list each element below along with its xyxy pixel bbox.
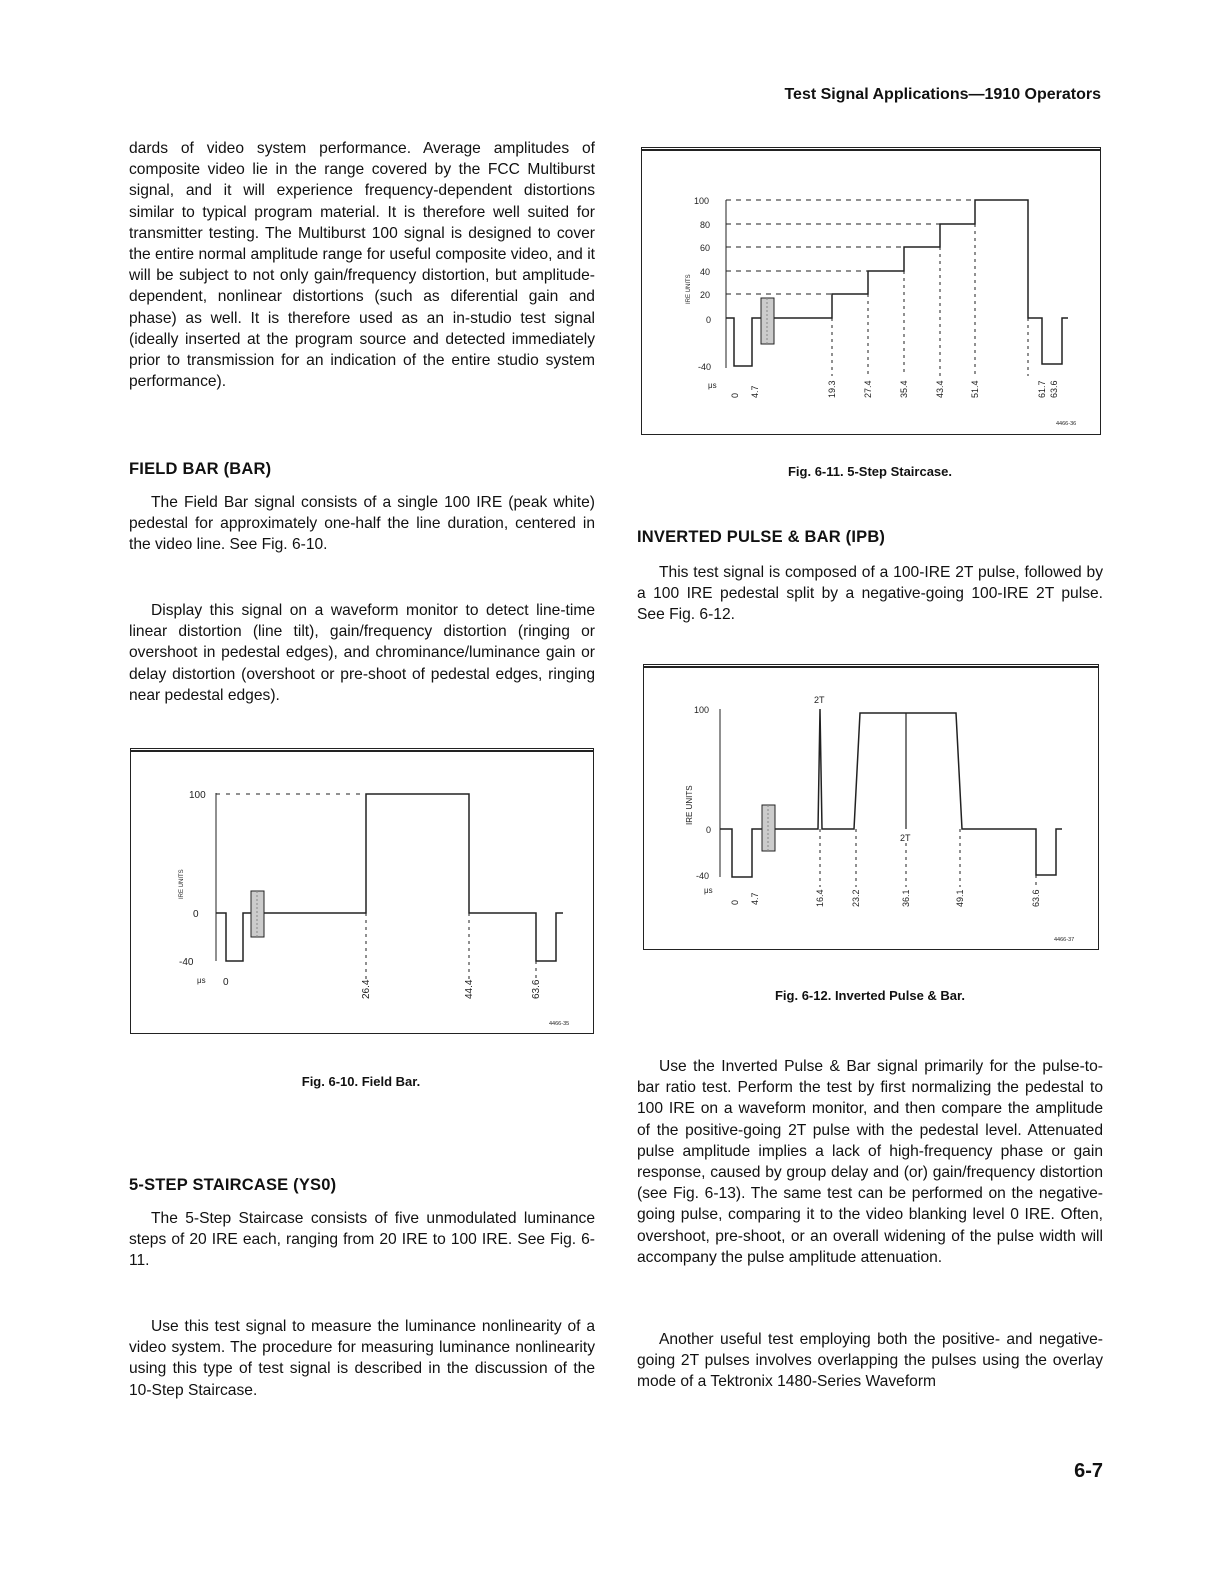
fig12-label-2t-top: 2T (814, 695, 825, 705)
paragraph-multiburst: dards of video system performance. Average amplitudes of composite video lie in the range covered by the FCC Multiburst signal, and it will experience frequency-dependent distortions similar to typical program material. It is therefore well suited for transmitter testing. The Multiburst 100 signal is designed to cover the entire normal amplitude range for useful composite video, and it will be subject to not only gain/frequency distortion, but amplitude-dependent, nonlinear distortions (such as diferential gain and phase) as well. It is therefore used as an in-studio test signal (ideally inserted at the program source and detected immediately prior to transmission for an indication of the entire studio system performance). (129, 140, 595, 391)
fig11-xtick-35.4: 35.4 (899, 380, 909, 398)
paragraph-staircase-1: The 5-Step Staircase consists of five unmodulated luminance steps of 20 IRE each, ranging from 20 IRE to 100 IRE. See Fig. 6-11. (129, 1210, 595, 1270)
fig11-axis-label: IRE UNITS (686, 274, 692, 304)
fig10-xtick-26.4: 26.4 (361, 979, 372, 999)
figure-5-step-staircase (641, 147, 1101, 435)
caption-fig-6-12: Fig. 6-12. Inverted Pulse & Bar. (774, 988, 965, 1003)
fig11-xtick-0: 0 (730, 392, 740, 398)
fig11-ytick-40: 40 (700, 267, 711, 277)
fig10-us-label: μs (197, 976, 206, 985)
paragraph-ipb-1: This test signal is composed of a 100-IRE 2T pulse, followed by a 100 IRE pedestal split by a negative-going 100-IRE 2T pulse. See Fig. 6-12. (637, 564, 1103, 624)
fig12-xtick-63.6: 63.6 (1031, 889, 1041, 907)
fig11-ytick-100: 100 (694, 196, 710, 206)
paragraph-staircase-2: Use this test signal to measure the luminance nonlinearity of a video system. The procedure for measuring luminance nonlinearity using this type of test signal is described in the discussion of the 10-Step Staircase. (129, 1318, 595, 1399)
heading-5-step-staircase: 5-STEP STAIRCASE (YS0) (129, 1176, 337, 1194)
fig10-xtick-63.6: 63.6 (531, 979, 542, 999)
fig10-axis-label: IRE UNITS (179, 869, 185, 899)
fig12-ytick-100: 100 (694, 705, 710, 715)
fig11-xtick-43.4: 43.4 (935, 380, 945, 398)
fig10-xtick-0: 0 (223, 977, 229, 988)
fig12-axis-label: IRE UNITS (685, 785, 694, 825)
heading-inverted-pulse-bar: INVERTED PULSE & BAR (IPB) (637, 528, 886, 546)
paragraph-field-bar-1: The Field Bar signal consists of a single 100 IRE (peak white) pedestal for approximately one-half the line duration, centered in the video line. See Fig. 6-10. (129, 494, 595, 554)
paragraph-field-bar-2: Display this signal on a waveform monitor to detect line-time linear distortion (line tilt), gain/frequency distortion (ringing or overshoot in pedestal edges), and chrominance/luminance gain or delay distortion (overshoot or pre-shoot of pedestal edges, ringing near pedestal edges). (129, 602, 595, 704)
page-number: 6-7 (1074, 1460, 1103, 1482)
fig12-part-number: 4466-37 (1054, 937, 1075, 943)
fig11-ytick-minus40: -40 (698, 362, 712, 372)
ipb-text-2 (637, 1056, 1103, 1268)
fig10-ytick-100: 100 (189, 790, 206, 801)
heading-field-bar: FIELD BAR (BAR) (129, 460, 272, 478)
fig12-label-2t-mid: 2T (900, 833, 911, 843)
fig12-ytick-0: 0 (706, 825, 712, 835)
fig11-ytick-0: 0 (706, 315, 712, 325)
caption-fig-6-11: Fig. 6-11. 5-Step Staircase. (787, 464, 953, 479)
fig11-xtick-4.7: 4.7 (750, 385, 760, 398)
figure-field-bar (130, 748, 594, 1034)
figure-inverted-pulse-bar (643, 664, 1099, 950)
fig11-xtick-19.3: 19.3 (827, 380, 837, 398)
fig10-ytick-minus40: -40 (179, 957, 194, 968)
fig10-ytick-0: 0 (193, 909, 199, 920)
fig11-ytick-80: 80 (700, 220, 711, 230)
fig11-ytick-60: 60 (700, 243, 711, 253)
fig11-xtick-63.6: 63.6 (1049, 380, 1059, 398)
staircase-text-2 (129, 1316, 595, 1401)
caption-fig-6-10: Fig. 6-10. Field Bar. (301, 1074, 421, 1089)
fig11-xtick-51.4: 51.4 (970, 380, 980, 398)
paragraph-ipb-2: Use the Inverted Pulse & Bar signal primarily for the pulse-to-bar ratio test. Perform the test by first normalizing the pedestal to 100 IRE on a waveform monitor, and then compare the amplitude of the positive-going 2T pulse with the pedestal level. Attenuated pulse amplitude implies a lack of high-frequency phase or gain response, caused by group delay and (or) gain/frequency distortion (see Fig. 6-13). The same test can be performed on the negative-going pulse, comparing it to the video blanking level 0 IRE. Often, overshoot, pre-shoot, or an overall widening of the pulse width will accompany the pulse amplitude attenuation. (637, 1058, 1103, 1266)
left-column-top (129, 138, 595, 392)
fig10-xtick-44.4: 44.4 (464, 979, 475, 999)
fig12-xtick-16.4: 16.4 (815, 889, 825, 907)
fig12-xtick-23.2: 23.2 (851, 889, 861, 907)
fig12-ytick-minus40: -40 (696, 871, 710, 881)
fig12-xtick-36.1: 36.1 (901, 889, 911, 907)
fig11-ytick-20: 20 (700, 290, 711, 300)
ipb-text-3 (637, 1329, 1103, 1393)
field-bar-text-2 (129, 600, 595, 706)
fig12-xtick-0: 0 (730, 899, 740, 905)
running-header: Test Signal Applications—1910 Operators (784, 86, 1101, 103)
paragraph-ipb-3: Another useful test employing both the positive- and negative-going 2T pulses involves overlapping the pulses using the overlay mode of a Tektronix 1480-Series Waveform (637, 1331, 1103, 1391)
field-bar-text-1 (129, 492, 595, 556)
fig12-xtick-49.1: 49.1 (955, 889, 965, 907)
fig11-part-number: 4466-36 (1056, 421, 1077, 427)
staircase-text-1 (129, 1208, 595, 1272)
fig11-xtick-27.4: 27.4 (863, 380, 873, 398)
ipb-text-1 (637, 562, 1103, 626)
fig11-us-label: μs (708, 381, 717, 390)
fig12-xtick-4.7: 4.7 (750, 892, 760, 905)
fig10-part-number: 4466-35 (549, 1021, 570, 1027)
fig12-us-label: μs (704, 886, 713, 895)
fig11-xtick-61.7: 61.7 (1037, 380, 1047, 398)
